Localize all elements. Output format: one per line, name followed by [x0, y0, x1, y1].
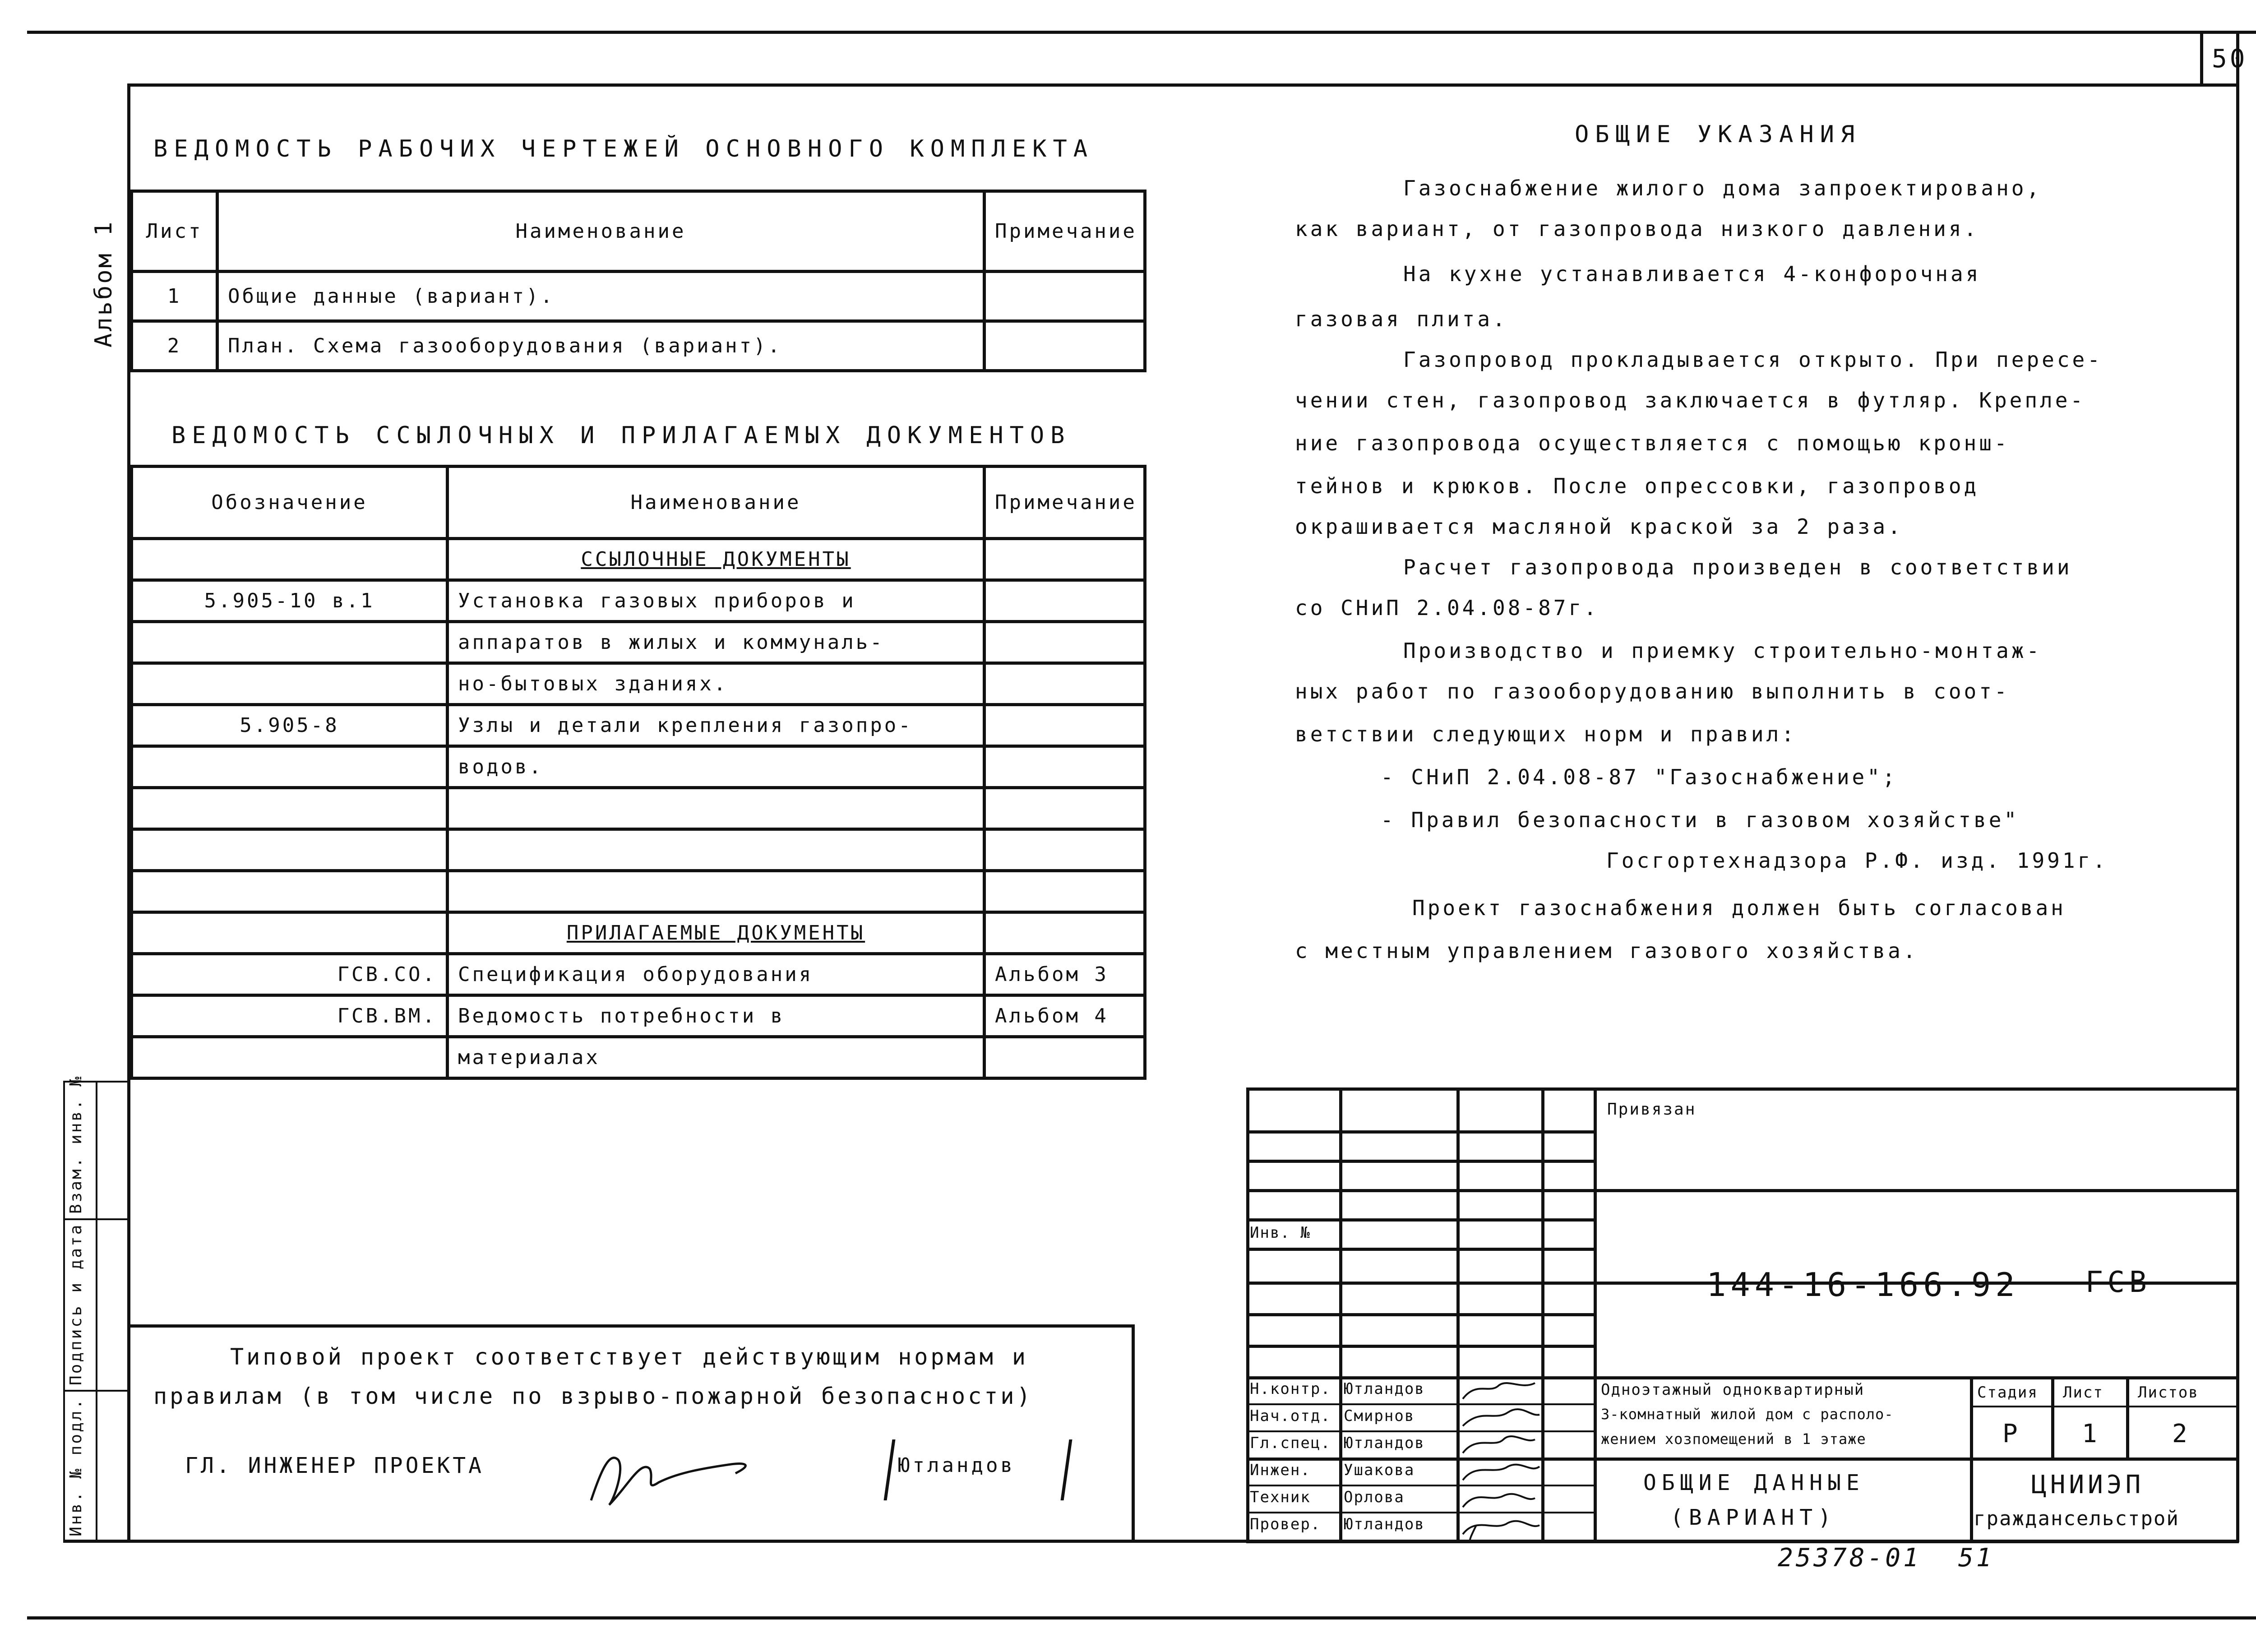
note-line: На кухне устанавливается 4-конфорочная — [1403, 262, 1981, 286]
org-name-1: ЦНИИЭП — [2031, 1470, 2145, 1499]
reference-docs-title: ВЕДОМОСТЬ ССЫЛОЧНЫХ И ПРИЛАГАЕМЫХ ДОКУМЕНТОВ — [171, 422, 1071, 449]
doc-note-cell — [985, 663, 1145, 705]
sheet-value: 1 — [2082, 1419, 2100, 1448]
inv-orig-label: Инв. № подл. — [67, 1397, 85, 1536]
tb-line — [1970, 1376, 1973, 1543]
col-header-note: Примечание — [985, 191, 1145, 272]
col-header-code: Обозначение — [132, 467, 448, 539]
sheet-number: 50 — [2212, 44, 2248, 74]
stage-label: Стадия — [1977, 1384, 2038, 1402]
general-notes-title: ОБЩИЕ УКАЗАНИЯ — [1575, 121, 1861, 148]
note-line: газовая плита. — [1295, 307, 1508, 331]
doc-code-cell — [132, 622, 448, 663]
compliance-text-1: Типовой проект соответствует действующим нормам и — [230, 1344, 1029, 1370]
note-line: со СНиП 2.04.08-87г. — [1295, 596, 1599, 620]
doc-code-cell — [132, 746, 448, 788]
doc-name-cell: Ведомость потребности в — [448, 995, 985, 1037]
tb-line — [1246, 1218, 1594, 1222]
project-line-2: 3-комнатный жилой дом с располо- — [1601, 1406, 1894, 1423]
staff-name: Ютландов — [1344, 1380, 1425, 1398]
album-label: Альбом 1 — [90, 220, 117, 347]
empty-cell — [448, 871, 985, 912]
tb-line — [1246, 1376, 2239, 1379]
project-line-1: Одноэтажный одноквартирный — [1601, 1381, 1865, 1399]
note-line: с местным управлением газового хозяйства. — [1295, 939, 1919, 963]
drawing-mark: ГСВ — [2085, 1266, 2151, 1299]
doc-code-cell — [132, 1037, 448, 1078]
sheet-note-cell — [985, 272, 1145, 321]
doc-code-cell — [132, 663, 448, 705]
note-line: Газоснабжение жилого дома запроектировано, — [1403, 176, 2042, 200]
drawing-code: 144-16-166.92 — [1706, 1266, 2020, 1304]
empty-cell — [448, 788, 985, 829]
note-line: тейнов и крюков. После опрессовки, газопровод — [1295, 474, 1979, 498]
note-line: - Правил безопасности в газовом хозяйстве" — [1381, 808, 2020, 832]
doc-code-cell: ГСВ.ВМ. — [132, 995, 448, 1037]
doc-note-cell — [985, 580, 1145, 622]
footer-page: 51 — [1958, 1543, 1994, 1573]
tb-line — [1246, 1345, 1594, 1348]
chief-signature — [582, 1433, 772, 1514]
empty-cell — [985, 912, 1145, 954]
replace-inv-label: Взам. инв. № — [67, 1074, 85, 1214]
note-line: окрашивается масляной краской за 2 раза. — [1295, 514, 1903, 539]
tb-line — [1246, 1130, 1594, 1134]
staff-role: Н.контр. — [1250, 1380, 1331, 1398]
note-line: ных работ по газооборудованию выполнить в соот- — [1295, 679, 2010, 703]
doc-note-cell — [985, 622, 1145, 663]
tb-line — [2051, 1376, 2054, 1458]
sheet-name-cell: План. Схема газооборудования (вариант). — [217, 321, 985, 371]
empty-cell — [985, 539, 1145, 580]
doc-name-cell: аппаратов в жилых и коммуналь- — [448, 622, 985, 663]
frame-top-line — [127, 83, 2239, 87]
tb-line — [1970, 1406, 2239, 1407]
staff-role: Техник — [1250, 1488, 1311, 1506]
col-header-note: Примечание — [985, 467, 1145, 539]
sheets-label: Листов — [2138, 1384, 2199, 1402]
staff-name: Ютландов — [1344, 1515, 1425, 1533]
note-line: Газопровод прокладывается открыто. При пересе- — [1403, 347, 2103, 372]
staff-role: Инжен. — [1250, 1461, 1311, 1479]
title-block — [1246, 1087, 2239, 1543]
empty-cell — [985, 829, 1145, 871]
side-stamp-mid-line — [96, 1081, 97, 1541]
empty-cell — [132, 871, 448, 912]
empty-cell — [985, 871, 1145, 912]
name-bracket-right — [1061, 1439, 1073, 1500]
doc-code-cell: ГСВ.СО. — [132, 954, 448, 995]
sign-date-label: Подпись и дата — [67, 1223, 85, 1385]
footer-number: 25378-01 — [1778, 1543, 1921, 1573]
doc-title-1: ОБЩИЕ ДАННЫЕ — [1643, 1470, 1865, 1495]
sheet-label: Лист — [2063, 1384, 2103, 1402]
doc-title-2: (ВАРИАНТ) — [1670, 1505, 1837, 1530]
doc-code-cell: 5.905-10 в.1 — [132, 580, 448, 622]
project-line-3: жением хозпомещений в 1 этаже — [1601, 1430, 1866, 1448]
empty-cell — [132, 539, 448, 580]
bound-label: Привязан — [1607, 1100, 1697, 1119]
col-header-sheet: Лист — [132, 191, 217, 272]
top-border-line — [27, 31, 2256, 34]
note-line: как вариант, от газопровода низкого давления. — [1295, 217, 1979, 241]
side-stamp-sep1 — [63, 1218, 129, 1220]
col-header-name: Наименование — [448, 467, 985, 539]
side-stamp-left-line — [63, 1081, 65, 1541]
compliance-text-2: правилам (в том числе по взрыво-пожарной безопасности) — [153, 1383, 1033, 1409]
doc-name-cell: материалах — [448, 1037, 985, 1078]
note-line: ние газопровода осуществляется с помощью кронш- — [1295, 431, 2010, 455]
doc-name-cell: Спецификация оборудования — [448, 954, 985, 995]
staff-role: Гл.спец. — [1250, 1434, 1331, 1452]
tb-line — [1594, 1087, 1597, 1543]
chief-engineer-name: Ютландов — [898, 1454, 1015, 1477]
doc-name-cell: Установка газовых приборов и — [448, 580, 985, 622]
section-ref-heading: ССЫЛОЧНЫЕ ДОКУМЕНТЫ — [448, 539, 985, 580]
doc-note-cell — [985, 746, 1145, 788]
tb-line — [2126, 1376, 2129, 1458]
staff-role: Нач.отд. — [1250, 1407, 1331, 1425]
note-line: ветствии следующих норм и правил: — [1295, 722, 1797, 746]
doc-note-cell: Альбом 4 — [985, 995, 1145, 1037]
sheets-value: 2 — [2172, 1419, 2190, 1448]
note-line: Расчет газопровода произведен в соответствии — [1403, 555, 2072, 579]
staff-name: Ушакова — [1344, 1461, 1415, 1479]
doc-name-cell: водов. — [448, 746, 985, 788]
compliance-box-top — [127, 1324, 1134, 1328]
empty-cell — [985, 788, 1145, 829]
staff-name: Смирнов — [1344, 1407, 1415, 1425]
chief-engineer-label: ГЛ. ИНЖЕНЕР ПРОЕКТА — [185, 1453, 485, 1478]
note-line: Госгортехнадзора Р.Ф. изд. 1991г. — [1606, 848, 2108, 873]
working-drawings-table — [130, 190, 1146, 372]
staff-role: Провер. — [1250, 1515, 1321, 1533]
col-header-name: Наименование — [217, 191, 985, 272]
bottom-border-line — [27, 1616, 2256, 1620]
doc-note-cell: Альбом 3 — [985, 954, 1145, 995]
doc-code-cell: 5.905-8 — [132, 705, 448, 746]
sheet-note-cell — [985, 321, 1145, 371]
sheet-name-cell: Общие данные (вариант). — [217, 272, 985, 321]
empty-cell — [132, 788, 448, 829]
side-stamp-sep2 — [63, 1390, 129, 1392]
compliance-box-right — [1132, 1324, 1135, 1541]
sheet-number-cell: 1 — [132, 272, 217, 321]
tb-line — [1246, 1189, 2239, 1192]
tb-line — [1246, 1458, 2239, 1461]
tb-line — [1246, 1160, 1594, 1163]
empty-cell — [448, 829, 985, 871]
empty-cell — [132, 829, 448, 871]
working-drawings-title: ВЕДОМОСТЬ РАБОЧИХ ЧЕРТЕЖЕЙ ОСНОВНОГО КОМПЛЕКТА — [153, 135, 1094, 162]
tb-line — [1246, 1313, 1594, 1316]
doc-note-cell — [985, 705, 1145, 746]
tb-line — [1246, 1248, 1594, 1251]
doc-name-cell: но-бытовых зданиях. — [448, 663, 985, 705]
tb-line — [1246, 1087, 2239, 1091]
note-line: чении стен, газопровод заключается в футляр. Крепле- — [1295, 388, 2086, 412]
note-line: Проект газоснабжения должен быть согласован — [1412, 896, 2066, 920]
section-att-heading: ПРИЛАГАЕМЫЕ ДОКУМЕНТЫ — [448, 912, 985, 954]
empty-cell — [132, 912, 448, 954]
note-line: - СНиП 2.04.08-87 "Газоснабжение"; — [1381, 765, 1898, 789]
sheet-number-cell: 2 — [132, 321, 217, 371]
note-line: Производство и приемку строительно-монтаж- — [1403, 639, 2042, 663]
stage-value: Р — [2002, 1419, 2020, 1448]
reference-docs-table — [130, 465, 1146, 1080]
name-bracket-left — [884, 1439, 896, 1500]
staff-name: Ютландов — [1344, 1434, 1425, 1452]
sheet-number-box-left — [2200, 31, 2203, 85]
org-name-2: гражданcельстрой — [1974, 1507, 2179, 1530]
staff-signatures — [1458, 1376, 1544, 1543]
doc-note-cell — [985, 1037, 1145, 1078]
inv-label: Инв. № — [1250, 1224, 1311, 1242]
doc-name-cell: Узлы и детали крепления газопро- — [448, 705, 985, 746]
tb-line — [1246, 1540, 2239, 1543]
staff-name: Орлова — [1344, 1488, 1405, 1506]
